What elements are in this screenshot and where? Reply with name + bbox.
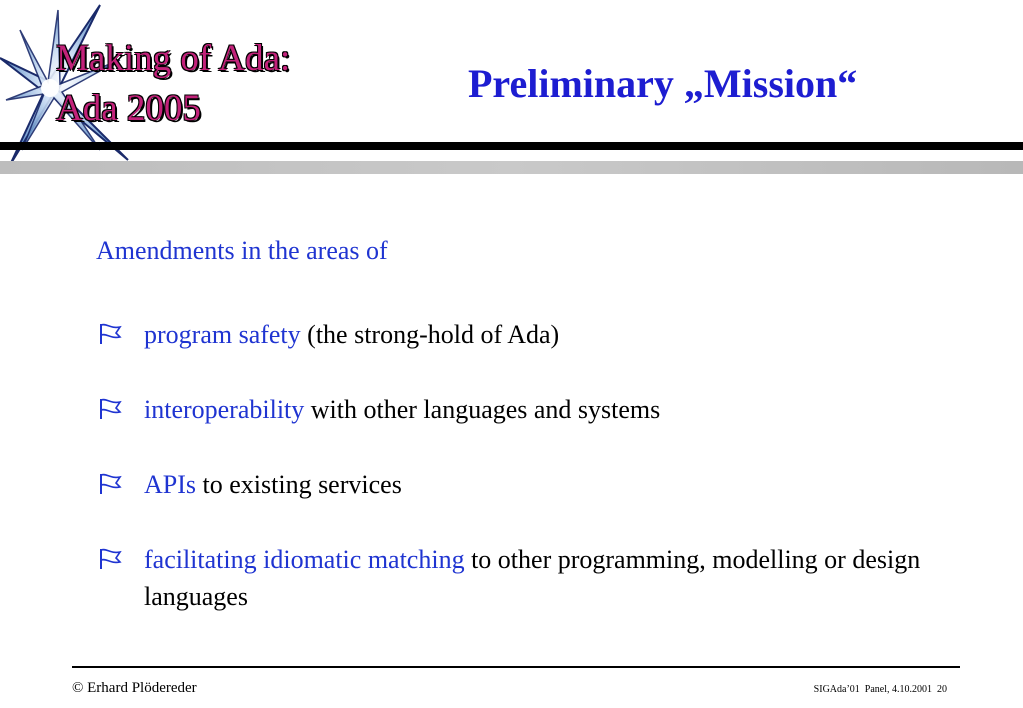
- footer-divider: [72, 666, 960, 668]
- footer-author: © Erhard Plödereder: [72, 680, 197, 696]
- bullet-text: to other programming, modelling or design languages: [144, 545, 921, 611]
- bullet-text: with other languages and systems: [304, 395, 661, 424]
- footer-meta: SIGAda’01 Panel, 4.10.2001 20: [813, 684, 947, 695]
- slide-title: Preliminary „Mission“: [468, 61, 858, 106]
- bullet-item: [96, 466, 976, 503]
- intro-text: Amendments in the areas of: [96, 236, 388, 265]
- bullet-text: (the strong-hold of Ada): [300, 320, 560, 349]
- bullet-term: interoperability: [144, 395, 305, 424]
- logo-title-line-1: Making of Ada:: [56, 38, 291, 79]
- bullet-text: to existing services: [196, 470, 402, 499]
- flag-icon: [98, 473, 122, 495]
- header-divider-black: [0, 142, 1023, 150]
- header-divider-gray: [0, 161, 1023, 174]
- flag-icon: [98, 398, 122, 420]
- bullet-term: APIs: [144, 470, 197, 499]
- flag-icon: [98, 323, 122, 345]
- bullet-term: facilitating idiomatic matching: [144, 545, 465, 574]
- bullet-term: program safety: [144, 320, 301, 349]
- bullet-item: [96, 316, 976, 353]
- flag-icon: [98, 548, 122, 570]
- slide-content: [96, 230, 976, 615]
- logo-title-line-2: Ada 2005: [56, 88, 201, 129]
- bullet-item: [96, 541, 976, 615]
- bullet-item: [96, 391, 976, 428]
- logo-title: [56, 34, 290, 134]
